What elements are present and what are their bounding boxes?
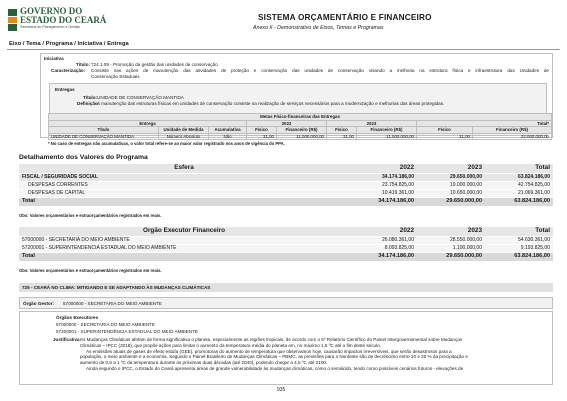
orgao-cell: 9.193.825,00 (485, 244, 553, 252)
orgao-gestor-row (19, 297, 553, 309)
metas-caption: Metas Físico-financeiras das Entregas (49, 114, 552, 121)
esfera-header: Esfera (19, 164, 349, 173)
executor-item: 57000000 - SECRETARIA DO MEIO AMBIENTE (56, 322, 155, 327)
table-total-row (19, 197, 553, 206)
entrega-definicao-value: A manutenção das estruturas físicas em unidades de conservação consiste na realização de serviços necessários para a modernização e melhorias das áreas protegidas. (97, 101, 445, 106)
metas-col-header: Título (49, 127, 159, 134)
entrega-definicao-label: Definição: (77, 101, 100, 106)
iniciativa-titulo-value: 724.1.09 - Promoção da gestão das unidades de conservação. (91, 62, 219, 67)
executor-item: 57200001 - SUPERINTENDÊNCIA ESTADUAL DO MEIO AMBIENTE (56, 329, 198, 334)
esfera-total-cell: 34.174.186,00 (349, 197, 417, 206)
esfera-header-total: Total (485, 164, 553, 173)
metas-cell: 22.000.000,00 (473, 133, 552, 140)
entrega-titulo-label: Título: (83, 95, 98, 100)
metas-year-2023: 2023 (327, 120, 417, 127)
esfera-cell: 63.824.186,00 (485, 173, 553, 181)
table-row (19, 244, 553, 252)
esfera-header-2023: 2023 (417, 164, 485, 173)
metas-note: * No caso de entregas não acumulativas, o valor total refere-se ao maior valor registrado nos anos de vigência do PPA. (48, 141, 285, 146)
orgao-total-cell: 34.174.186,00 (349, 252, 417, 261)
orgao-cell: 26.080.361,00 (349, 236, 417, 244)
table-total-row (19, 252, 553, 261)
esfera-cell: 23.754.825,00 (349, 181, 417, 189)
report-subtitle: Anexo II - Demonstrativo de Eixos, Temas e Programas (253, 25, 384, 31)
esfera-cell: 29.650.000,00 (417, 173, 485, 181)
metas-col-header: Unidade de Medida (159, 127, 209, 134)
metas-year-2022: 2022 (247, 120, 327, 127)
orgao-gestor-label: Órgão Gestor: (23, 301, 55, 306)
page-header (0, 0, 567, 40)
metas-cell: 31,00 (247, 133, 277, 140)
orgao-cell: 28.550.000,00 (417, 236, 485, 244)
orgao-header: Órgão Executor Financeiro (19, 227, 349, 236)
esfera-cell: 21.069.361,00 (485, 189, 553, 197)
orgao-cell: 1.100.000,00 (417, 244, 485, 252)
orgao-total-label: Total (19, 252, 349, 261)
programa-title-bar: 725 - CEARÁ NO CLIMA: MITIGANDO E SE ADAPTANDO ÀS MUDANÇAS CLIMÁTICAS (19, 283, 553, 292)
orgao-cell: 8.093.825,00 (349, 244, 417, 252)
esfera-total-label: Total (19, 197, 349, 206)
entrega-titulo-value: UNIDADE DE CONSERVAÇÃO MANTIDA (97, 95, 184, 100)
metas-cell: 11.000.000,00 (277, 133, 327, 140)
table-row (19, 173, 553, 181)
detalhamento-title: Detalhamento dos Valores do Programa (19, 154, 148, 161)
esfera-header-2022: 2022 (349, 164, 417, 173)
table-row (49, 133, 552, 140)
page-number: 935 (277, 387, 286, 393)
esfera-cell: 34.174.186,00 (349, 173, 417, 181)
orgao-header-2022: 2022 (349, 227, 417, 236)
breadcrumb: Eixo / Tema / Programa / Iniciativa / Entrega (9, 41, 129, 47)
table-row (19, 189, 553, 197)
esfera-total-cell: 29.650.000,00 (417, 197, 485, 206)
esfera-note: Obs: Valores orçamentários e extraorçamentários registrados em reais. (19, 213, 162, 218)
orgao-cell: 57000000 - SECRETARIA DO MEIO AMBIENTE (19, 236, 349, 244)
orgao-cell: 57200001 - SUPERINTENDÊNCIA ESTADUAL DO MEIO AMBIENTE (19, 244, 349, 252)
iniciativa-label: Iniciativa (44, 56, 64, 61)
esfera-cell: DESPESAS CORRENTES (19, 181, 349, 189)
metas-col-header: Financeiro (R$) (473, 127, 552, 134)
government-logo (8, 6, 107, 35)
orgao-header-2023: 2023 (417, 227, 485, 236)
metas-col-header: Financeiro (R$) (357, 127, 417, 134)
esfera-cell: 19.000.000,00 (417, 181, 485, 189)
metas-table (48, 113, 552, 140)
metas-col-header: Acumulativa (209, 127, 247, 134)
esfera-total-cell: 63.824.186,00 (485, 197, 553, 206)
esfera-cell: 10.650.000,00 (417, 189, 485, 197)
ceara-emblem-icon (8, 9, 17, 31)
orgao-note: Obs: Valores orçamentários e extraorçamentários registrados em reais. (19, 268, 162, 273)
metas-col-header: Financeiro (R$) (277, 127, 327, 134)
caracterizacao-label: Caracterização: (51, 68, 86, 73)
orgao-executor-table (19, 227, 553, 262)
metas-cell: 31,00 (327, 133, 357, 140)
metas-cell: Não (209, 133, 247, 140)
metas-cell: Número Absoluto (159, 133, 209, 140)
table-row (19, 236, 553, 244)
metas-cell: 11.000.000,00 (357, 133, 417, 140)
metas-col-header: Físico (327, 127, 357, 134)
metas-group-total: Total* (417, 120, 552, 127)
logo-line-3: Secretaria do Planejamento e Gestão (20, 25, 80, 29)
orgao-cell: 54.630.361,00 (485, 236, 553, 244)
system-title: SISTEMA ORÇAMENTÁRIO E FINANCEIRO (258, 13, 432, 22)
metas-cell: UNIDADE DE CONSERVAÇÃO MANTIDA (49, 133, 159, 140)
caracterizacao-text: Consiste nas ações de manutenção das atividades de proteção e conservação das unidades de conservação visando a melhoria na estrutura física e infraestrutura das Unidades de Conservação Estaduais (91, 68, 549, 79)
esfera-group-label: FISCAL / SEGURIDADE SOCIAL (19, 173, 349, 181)
orgao-header-total: Total (485, 227, 553, 236)
orgao-gestor-value: 57000000 - SECRETARIA DO MEIO AMBIENTE (63, 301, 162, 306)
programa-details (19, 311, 553, 385)
metas-cell: 31,00 (417, 133, 473, 140)
table-row (19, 181, 553, 189)
metas-col-header: Físico (417, 127, 473, 134)
metas-col-header: Físico (247, 127, 277, 134)
entregas-label: Entregas (55, 87, 75, 92)
justificativa-text: As Mudanças Climáticas afetam de forma significativa o planeta, especialmente as regiões tropicais, de acordo com o 5º Relatório Científico do Painel Intergovernamental sobre Mudanças Climáticas – IPCC (2018), que propõe ações para limitar o aumento da temperatura média do planeta em, no máximo 1,5 ºC até o fim deste século. As emissões atuais de gases de efeito estufa (GEE), promotoras do aumento de temperatura que observamos hoje, causarão impactos irreversíveis, que serão desastrosos para a população, o meio ambiente e a economia. Segundo o Painel Brasileiro de Mudanças Climáticas – PBMC, as previsões para o Nordeste são de decréscimo entre 10 e 20 % da precipitação e aumento de 0,5 a 1 ºC da temperatura durante as próximas duas décadas (até 2040), podendo chegar a 4,5 ºC até 2100. Ainda segundo o IPCC, o Estado do Ceará apresenta áreas de grande vulnerabilidade às mudanças climáticas, como o semiárido, tendo como possíveis cenários futuros - elevações de (80, 337, 468, 371)
esfera-table (19, 164, 553, 207)
esfera-cell: 42.754.825,00 (485, 181, 553, 189)
esfera-cell: 10.419.361,00 (349, 189, 417, 197)
metas-group-entrega: Entrega (49, 120, 247, 127)
orgaos-executores-label: Órgãos Executores (56, 315, 99, 320)
logo-line-1: GOVERNO DO (20, 6, 83, 16)
breadcrumb-divider (7, 49, 560, 50)
esfera-cell: DESPESAS DE CAPITAL (19, 189, 349, 197)
orgao-total-cell: 63.824.186,00 (485, 252, 553, 261)
orgao-total-cell: 29.650.000,00 (417, 252, 485, 261)
logo-line-2: ESTADO DO CEARÁ (20, 15, 107, 25)
justificativa-label: Justificativa: (53, 337, 82, 342)
iniciativa-titulo-label: Título: (76, 62, 91, 67)
